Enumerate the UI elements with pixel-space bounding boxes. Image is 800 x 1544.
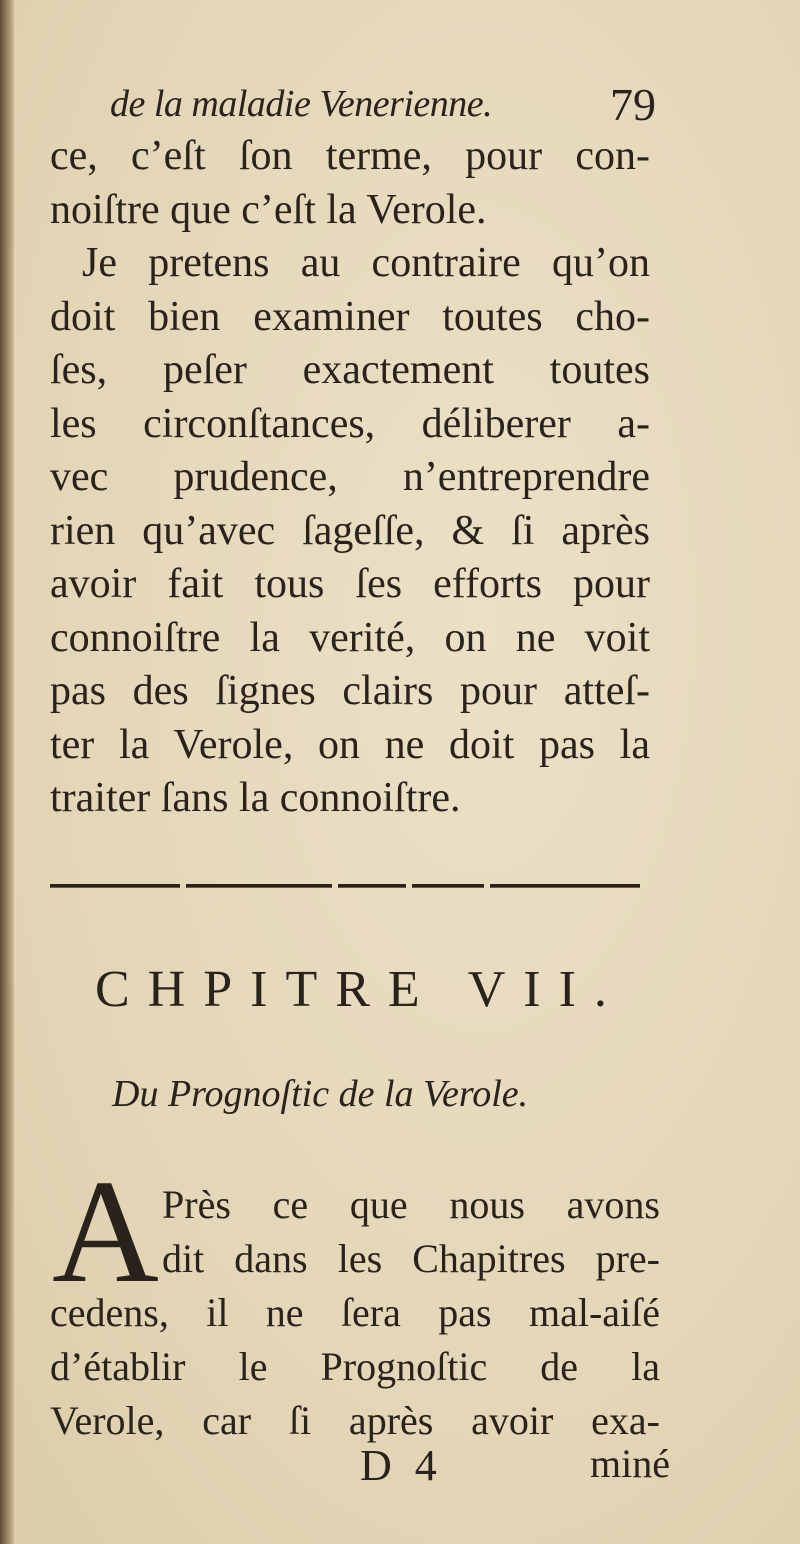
rule-segment	[50, 884, 180, 888]
text-line: d’établir le Prognoſtic de la	[50, 1344, 660, 1389]
text-line: ſes, peſer exactement toutes	[50, 347, 650, 393]
book-gutter	[0, 0, 14, 1544]
text-line: cedens, il ne ſera pas mal-aiſé	[50, 1290, 660, 1335]
chapter-title: CHPITRE VII.	[95, 961, 625, 1018]
text-line: pas des ſignes clairs pour atteſ-	[50, 668, 650, 714]
text-line: doit bien examiner toutes cho-	[50, 293, 650, 340]
text-line: Près ce que nous avons	[162, 1182, 660, 1227]
text-line: vec prudence, n’entreprendre	[50, 454, 650, 500]
text-line: noiſtre que c’eſt la Verole.	[50, 186, 487, 233]
page-footer	[50, 1440, 670, 1500]
text-line: rien qu’avec ſageſſe, & ſi après	[50, 507, 650, 554]
rule-segment	[412, 884, 484, 888]
text-line: les circonſtances, déliberer a-	[50, 400, 650, 447]
rule-segment	[338, 884, 406, 888]
running-title: de la maladie Venerienne.	[110, 83, 493, 125]
catchword: miné	[590, 1441, 670, 1486]
chapter-subtitle: Du Prognoſtic de la Verole.	[112, 1073, 529, 1115]
text-block	[50, 130, 650, 826]
text-line: connoiſtre la verité, on ne voit	[50, 614, 650, 661]
section-rule	[50, 882, 650, 890]
signature-mark: D 4	[360, 1441, 443, 1490]
text-line: avoir fait tous ſes efforts pour	[50, 561, 650, 607]
text-line: traiter ſans la connoiſtre.	[50, 775, 461, 821]
drop-cap: A	[52, 1150, 159, 1314]
text-line: Verole, car ſi après avoir exa-	[50, 1398, 660, 1443]
rule-segment	[490, 884, 640, 888]
text-line: ter la Verole, on ne doit pas la	[50, 721, 650, 768]
text-line: dit dans les Chapitres pre-	[162, 1236, 660, 1281]
rule-segment	[186, 884, 332, 888]
text-line: ce, c’eſt ſon terme, pour con-	[50, 133, 650, 179]
running-head	[110, 72, 670, 132]
chapter-body	[50, 1178, 660, 1448]
page-number: 79	[610, 79, 656, 130]
text-line: Je pretens au contraire qu’on	[82, 240, 650, 286]
